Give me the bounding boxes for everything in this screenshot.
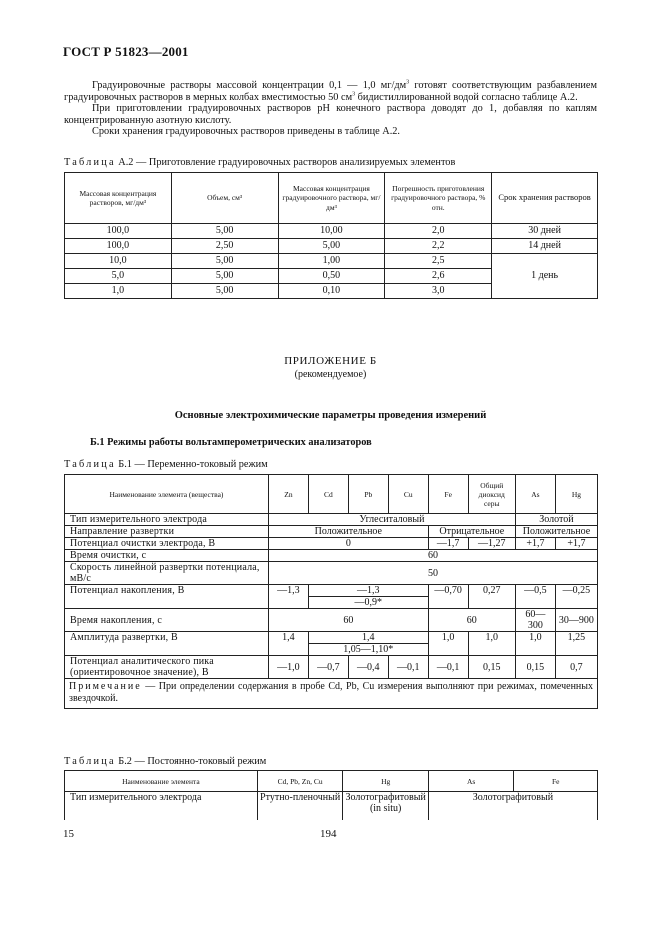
document-header: ГОСТ Р 51823—2001 [63, 44, 189, 59]
appendix-subtitle: (рекомендуемое) [294, 369, 367, 380]
table-row: Тип измерительного электрода Ртутно-пленочный Золотографитовый (in situ) Золотографитовый [65, 792, 598, 821]
intro-paragraph-3: Сроки хранения градуировочных растворов приведены в таблице А.2. [92, 126, 401, 138]
table-b1-header: Cd [308, 475, 348, 514]
table-b1-header: Hg [555, 475, 597, 514]
table-b2-header: Hg [343, 771, 428, 792]
table-b2-header: Наименование элемента [65, 771, 258, 792]
table-row: Направление развертки Положительное Отрицательное Положительное [65, 526, 598, 538]
appendix-title: ПРИЛОЖЕНИЕ Б [284, 355, 377, 367]
table-b1 [64, 474, 598, 709]
table-b1-header: Наименование элемента (вещества) [65, 475, 269, 514]
table-b1-header: Fe [428, 475, 468, 514]
table-a2-header: Массовая концентрация градуировочного раствора, мг/дм³ [278, 173, 385, 224]
table-row: Потенциал накопления, В —1,3 —1,3 —0,70 0,27 —0,5 —0,25 [65, 585, 598, 597]
table-b1-header: Pb [348, 475, 388, 514]
table-row: 5,0 5,00 0,50 2,6 [65, 269, 598, 284]
table-row: Время очистки, с 60 [65, 550, 598, 562]
table-b1-header: As [515, 475, 555, 514]
table-b1-header: Cu [388, 475, 428, 514]
table-row: 1,05—1,10* [65, 644, 598, 656]
table-row: Тип измерительного электрода Углеситаловый Золотой [65, 514, 598, 526]
table-b1-note: Примечание — При определении содержания в пробе Cd, Pb, Cu измерения выполняют при режимах, помеченных звездочкой. [65, 679, 598, 709]
table-b2-header: As [428, 771, 514, 792]
table-row: Амплитуда развертки, В 1,4 1,4 1,0 1,0 1,0 1,25 [65, 632, 598, 644]
table-row: Время накопления, с 60 60 60—300 30—900 [65, 609, 598, 632]
table-row: Потенциал аналитического пика (ориентировочное значение), В —1,0 —0,7 —0,4 —0,1 —0,1 0,15 0,15 0,7 [65, 656, 598, 679]
table-row: 100,0 5,00 10,00 2,0 30 дней [65, 224, 598, 239]
table-a2-header: Погрешность приготовления градуировочного раствора, % отн. [385, 173, 492, 224]
intro-paragraph-2: При приготовлении градуировочных растворов pH конечного раствора доводят до 1, добавляя по каплям концентрированную азотную кислоту. [64, 103, 597, 126]
intro-paragraph-1: Градуировочные растворы массовой концентрации 0,1 — 1,0 $мг/дм^3$ готовят соответствующим разбавлением градуировочных растворов в мерных колбах вместимостью 50 $см^3$ бидистиллированной водой согласно таблице А.2. [64, 79, 598, 103]
table-b2-caption: Таблица Б.2 — Постоянно-токовый режим [64, 756, 267, 767]
table-b1-header: Zn [268, 475, 308, 514]
subsection-title: Б.1 Режимы работы вольтамперометрических анализаторов [90, 437, 372, 448]
section-title: Основные электрохимические параметры проведения измерений [174, 410, 487, 421]
table-a2-header: Объем, см³ [171, 173, 278, 224]
table-a2-header: Срок хранения растворов [492, 173, 598, 224]
table-row: 100,0 2,50 5,00 2,2 14 дней [65, 239, 598, 254]
page-number-center: 194 [320, 828, 337, 840]
table-row: 1,0 5,00 0,10 3,0 [65, 284, 598, 299]
table-row: Потенциал очистки электрода, В 0 —1,7 —1,27 +1,7 +1,7 [65, 538, 598, 550]
intro-text [64, 80, 597, 138]
table-b2-header: Fe [514, 771, 598, 792]
table-a2 [64, 172, 598, 299]
table-a2-caption: Таблица А.2 — Приготовление градуировочных растворов анализируемых элементов [64, 157, 456, 168]
table-b2 [64, 770, 598, 820]
table-row: Скорость линейной развертки потенциала, мВ/с 50 [65, 562, 598, 585]
table-b1-caption: Таблица Б.1 — Переменно-токовый режим [64, 459, 268, 470]
table-b1-header: Общий диоксид серы [468, 475, 515, 514]
table-a2-header: Массовая концентрация растворов, мг/дм³ [65, 173, 172, 224]
table-b2-header: Cd, Pb, Zn, Cu [257, 771, 343, 792]
table-row: 10,0 5,00 1,00 2,5 1 день [65, 254, 598, 269]
page-number-left: 15 [63, 828, 74, 840]
table-row: —0,9* [65, 597, 598, 609]
